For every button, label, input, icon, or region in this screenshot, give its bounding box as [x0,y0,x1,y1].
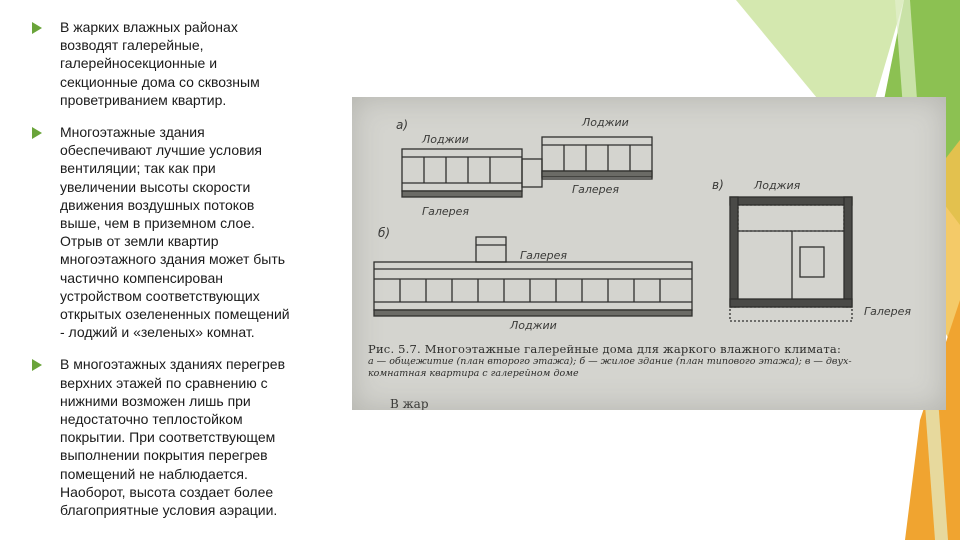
bullet-item [28,123,348,341]
label-lodzhii-a2: Лоджии [582,116,629,129]
plan-v-drawing [730,197,852,321]
label-galereya-a1: Галерея [422,205,470,218]
label-galereya-a2: Галерея [572,183,620,196]
label-v: в) [712,178,724,192]
label-galereya-b: Галерея [520,249,568,262]
label-a: а) [396,118,409,132]
caption-title: Рис. 5.7. Многоэтажные галерейные дома для жаркого влажного климата: [368,342,842,356]
caption-line-2: комнатная квартира с галерейном доме [368,368,579,379]
bullet-arrow-icon [32,127,42,139]
caption-next-text: В жар [390,397,429,410]
bullet-list [28,18,348,533]
label-lodzhii-a: Лоджии [422,133,469,146]
label-galereya-v: Галерея [864,305,912,318]
label-lodzhii-b: Лоджии [510,319,557,332]
bullet-arrow-icon [32,359,42,371]
bullet-text: В жарких влажных районах возводят галерейные, галерейносекционные и секционные дома со сквозным проветриванием квартир. [60,19,260,108]
label-b: б) [378,226,391,240]
bullet-text: В многоэтажных зданиях перегрев верхних этажей по сравнению с нижними возможен лишь при недостаточно теплостойком покрытии. При соответствующем выполнении покрытия перегрев помещений не наблюдается. Наоборот, высота создает более благоприятные условия аэрации. [60,356,286,519]
bullet-arrow-icon [32,22,42,34]
caption-line-1: а — общежитие (план второго этажа); б — жилое здание (план типового этажа); в — двух- [368,356,852,367]
bullet-item [28,355,348,519]
floor-plan-figure [352,97,946,410]
bullet-text: Многоэтажные здания обеспечивают лучшие условия вентиляции; так как при увеличении высоты скорости движения воздушных потоков выше, чем в приземном слое. Отрыв от земли квартир многоэтажного здания может быть частично компенсирован устройством соответствующих открытых озелененных помещений - лоджий и «зеленых» комнат. [60,124,290,341]
label-lodzhiya-v: Лоджия [754,179,801,192]
figure-caption [368,342,938,380]
bullet-item [28,18,348,109]
